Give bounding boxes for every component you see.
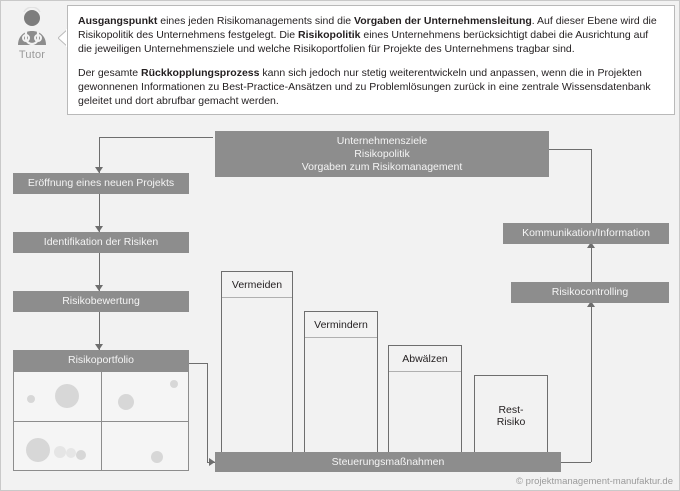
box-label: Identifikation der Risiken xyxy=(43,236,159,248)
bubble-p1-text-2: . Auf dieser Ebene wird die Risikopolitik des Unternehmens festgelegt. Die xyxy=(78,15,657,41)
matrix-bubble xyxy=(170,380,178,388)
box-label: Eröffnung eines neuen Projekts xyxy=(27,177,175,189)
box-risikocontrolling[interactable] xyxy=(511,282,669,303)
matrix-bubble xyxy=(151,451,163,463)
copyright-credit: © projektmanagement-manufaktur.de xyxy=(516,476,673,487)
bubble-p1-bold-2: Vorgaben der Unternehmensleitung xyxy=(354,15,532,27)
column-rest-risiko[interactable] xyxy=(474,375,548,457)
box-steuerungsmassnahmen[interactable] xyxy=(215,452,561,472)
connector-topbox-left-horizontal xyxy=(99,137,213,138)
bubble-paragraph-1 xyxy=(78,14,664,56)
box-label: Risikocontrolling xyxy=(551,286,629,298)
box-eroeffnung-neues-projekt[interactable] xyxy=(13,173,189,194)
box-risikoportfolio[interactable] xyxy=(13,350,189,371)
box-unternehmensziele[interactable] xyxy=(215,131,549,177)
matrix-bubble xyxy=(66,448,76,458)
column-label: Vermindern xyxy=(305,312,377,338)
tutor-speech-bubble xyxy=(67,5,675,115)
bubble-p1-bold-3: Risikopolitik xyxy=(298,29,361,41)
box-identifikation-der-risiken[interactable] xyxy=(13,232,189,253)
topbox-line-2: Risikopolitik xyxy=(354,147,410,160)
column-vermeiden[interactable] xyxy=(221,271,293,457)
column-vermindern[interactable] xyxy=(304,311,378,457)
column-abwaelzen[interactable] xyxy=(388,345,462,457)
connector-bar-up-to-controlling xyxy=(591,307,592,462)
bubble-p1-bold-1: Ausgangspunkt xyxy=(78,15,158,27)
box-label: Risikobewertung xyxy=(62,295,140,307)
box-kommunikation-information[interactable] xyxy=(503,223,669,244)
bubble-p2-text-1: Der gesamte xyxy=(78,67,142,79)
box-label: Risikoportfolio xyxy=(68,354,134,366)
connector-portfolio-down xyxy=(207,363,208,462)
matrix-bubble xyxy=(76,450,86,460)
matrix-bubble xyxy=(26,438,50,462)
bubble-p1-text-3: eines Unternehmens berücksichtigt dabei die Ausrichtung auf die jeweiligen Unternehmensziele und welche Risikoportfolien für Projekte des Unternehmens tragbar sind. xyxy=(78,29,649,55)
topbox-line-3: Vorgaben zum Risikomanagement xyxy=(301,160,463,173)
box-risikobewertung[interactable] xyxy=(13,291,189,312)
matrix-bubble xyxy=(118,394,134,410)
matrix-horizontal-divider xyxy=(14,421,188,422)
risikoportfolio-matrix xyxy=(13,371,189,471)
matrix-bubble xyxy=(55,384,79,408)
connector-controlling-up xyxy=(591,248,592,286)
column-label xyxy=(497,404,526,428)
column-label: Abwälzen xyxy=(389,346,461,372)
connector-kommunikation-up xyxy=(591,149,592,223)
bubble-p1-text-1: eines jeden Risikomanagements sind die xyxy=(157,15,355,27)
connector-portfolio-right xyxy=(189,363,207,364)
connector-loop-into-topbox xyxy=(549,149,591,150)
rest-risiko-line-2: Risiko xyxy=(496,416,526,428)
connector-bar-right xyxy=(561,462,591,463)
box-label: Steuerungsmaßnahmen xyxy=(331,455,445,468)
matrix-bubble xyxy=(54,446,66,458)
tutor-avatar-icon xyxy=(11,7,53,47)
tutor-label: Tutor xyxy=(18,49,46,61)
bubble-p2-bold-1: Rückkopplungsprozess xyxy=(141,67,260,79)
bubble-p2-text-2: kann sich jedoch nur stetig weiterentwickeln und anpassen, wenn die in Projekten gewonnenen Informationen zu Best-Practice-Ansätzen und zu Problemlösungen zurück in eine zentrale Wissensdatenbank geleitet und dort abrufbar gemacht werden. xyxy=(78,67,651,107)
matrix-bubble xyxy=(27,395,35,403)
rest-risiko-line-1: Rest- xyxy=(498,404,524,416)
box-label: Kommunikation/Information xyxy=(522,227,650,239)
tutor-avatar xyxy=(3,7,61,61)
topbox-line-1: Unternehmensziele xyxy=(336,134,428,147)
bubble-paragraph-2 xyxy=(78,66,664,108)
column-label: Vermeiden xyxy=(222,272,292,298)
